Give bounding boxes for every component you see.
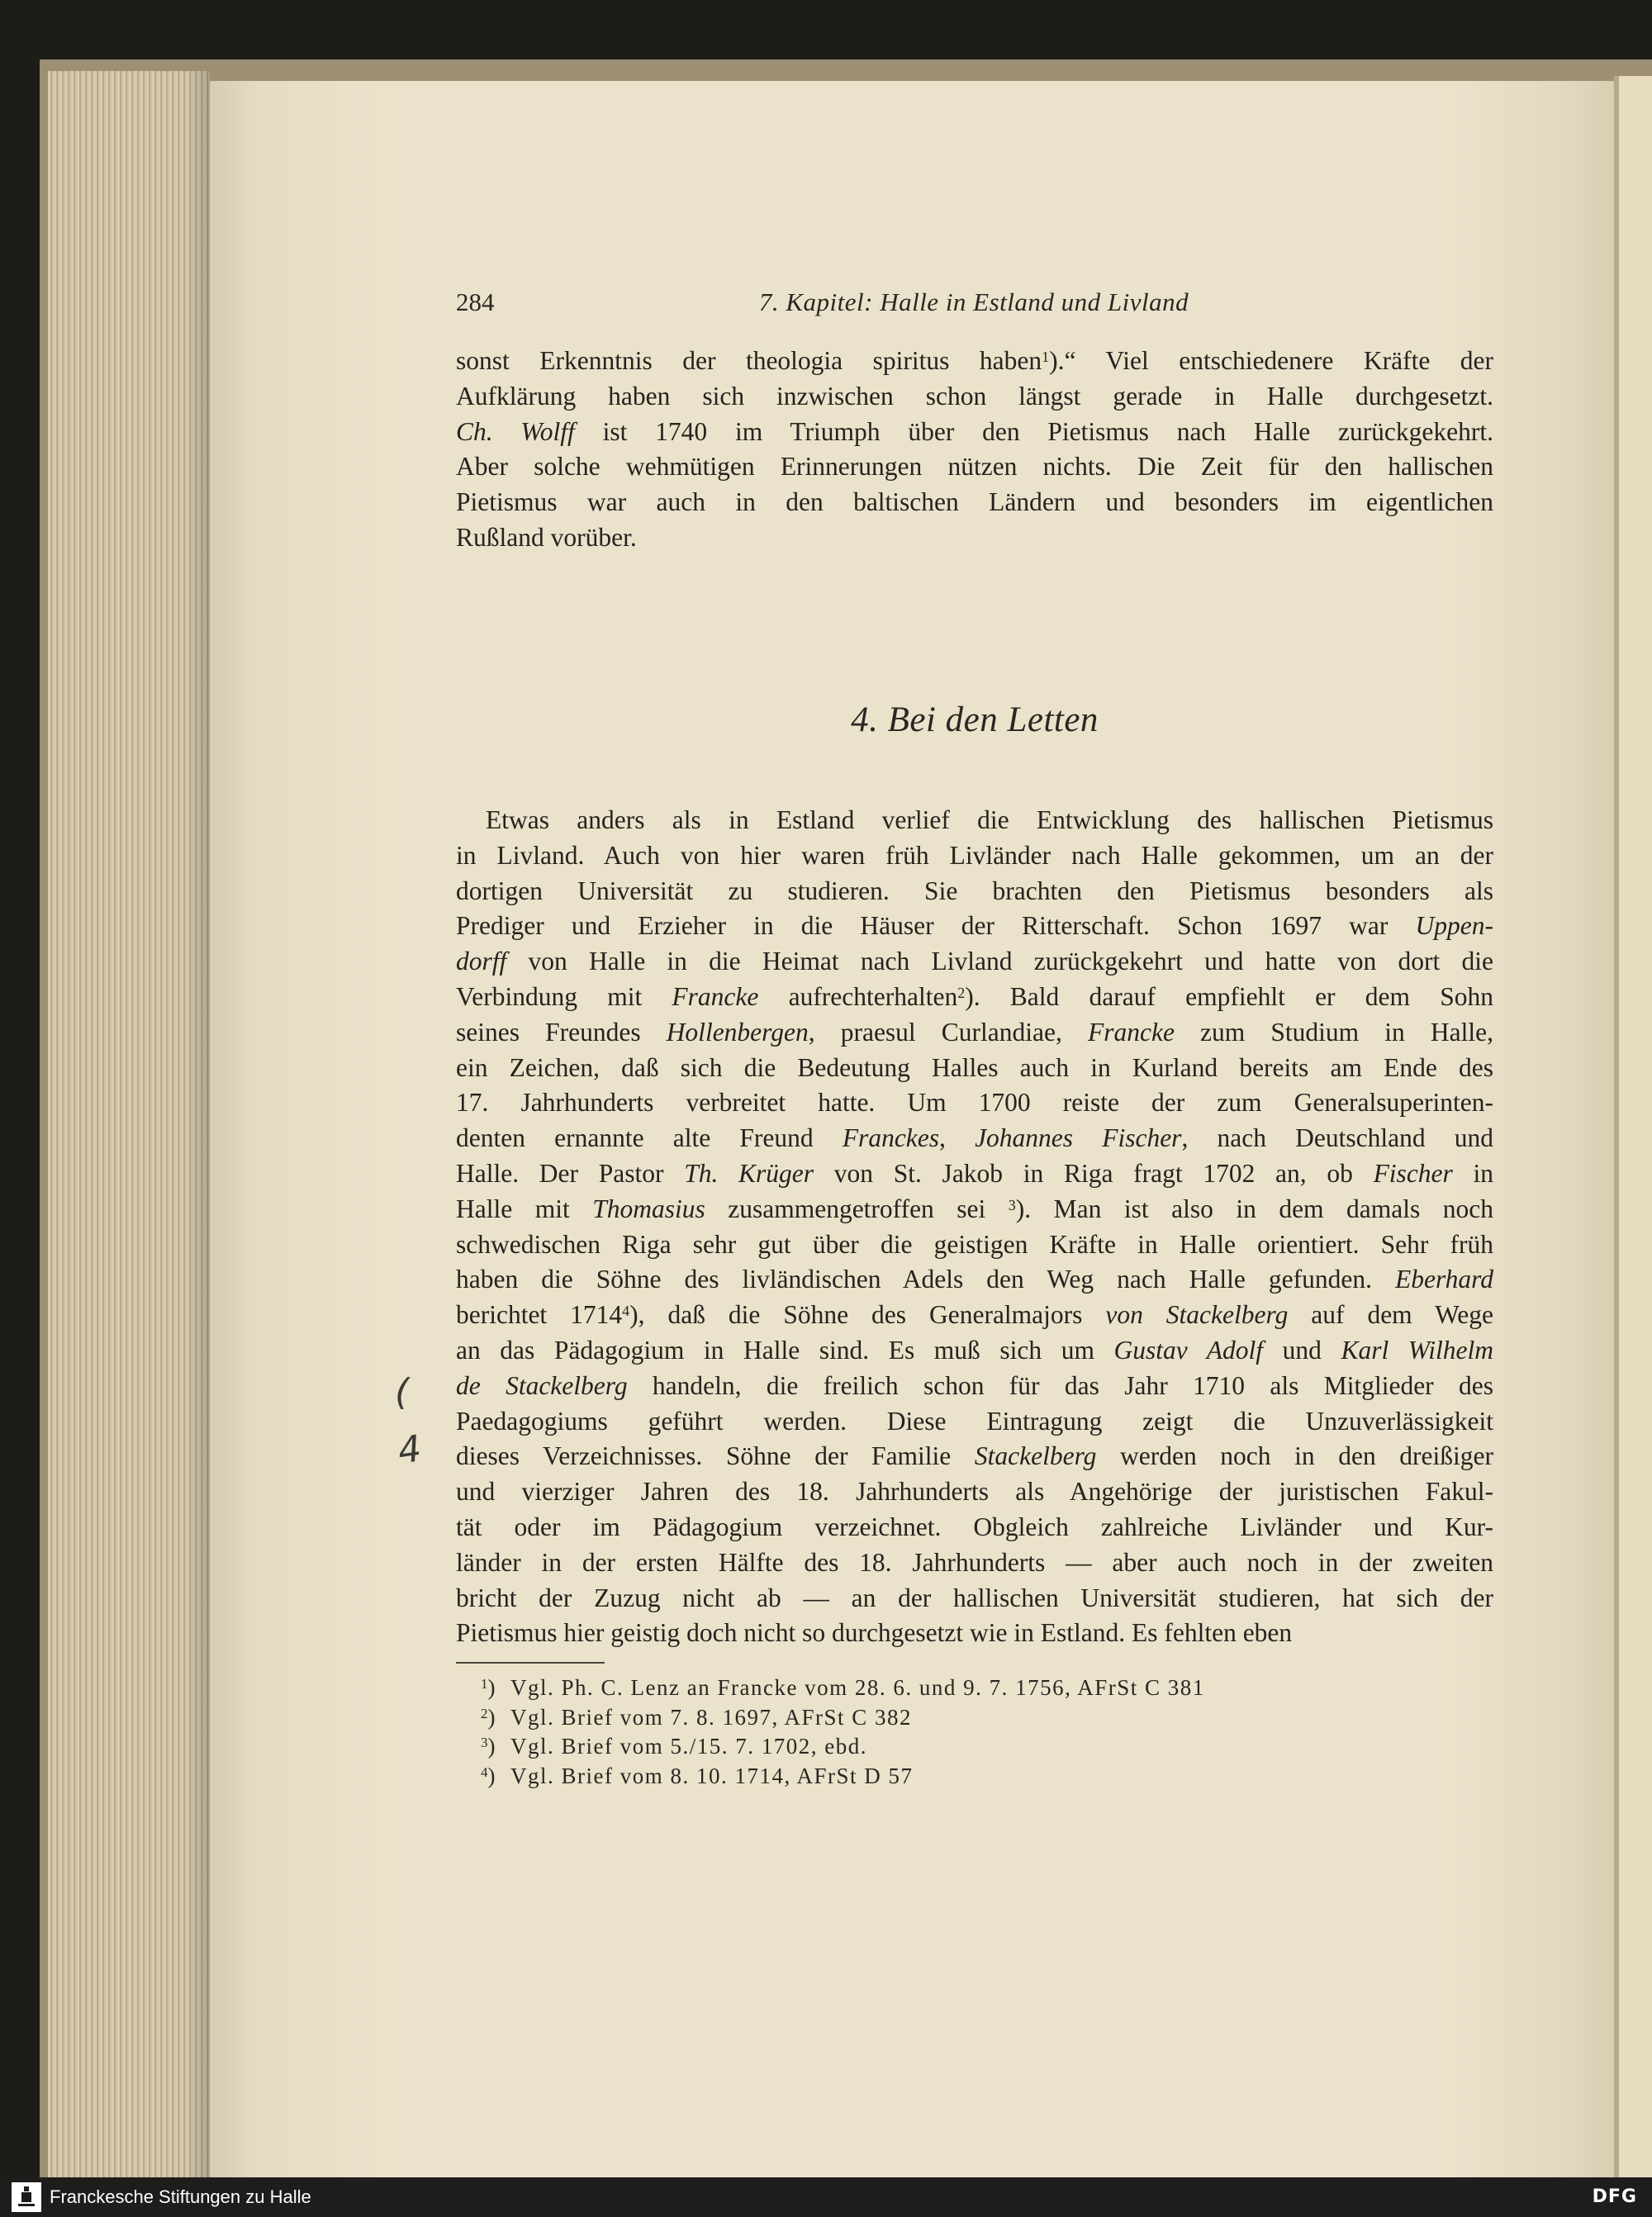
text-line	[456, 520, 1493, 556]
text-run: sonst Erkenntnis der theologia spiritus haben	[456, 346, 1042, 375]
text-run: ein Zeichen, daß sich die Bedeutung Halles auch in Kurland bereits am Ende des	[456, 1052, 1493, 1082]
text-run: Paedagogiums geführt werden. Diese Eintragung zeigt die Unzuverlässigkeit	[456, 1406, 1493, 1436]
text-run: 17. Jahrhunderts verbreitet hatte. Um 1700 reiste der zum Generalsuperinten-	[456, 1088, 1493, 1118]
text-run: von Halle in die Heimat nach Livland zurückgekehrt und hatte von dort die	[506, 947, 1493, 976]
footnote-1	[456, 1673, 1493, 1703]
text-run: Rußland vorüber.	[456, 522, 637, 552]
footnote-4	[456, 1762, 1493, 1792]
italic-name: von Stackelberg	[1105, 1300, 1289, 1330]
text-run: und	[1263, 1335, 1341, 1365]
italic-name: Hollenbergen	[666, 1017, 809, 1047]
margin-bracket-mark: (	[395, 1371, 410, 1413]
text-run: ), daß die Söhne des Generalmajors	[629, 1300, 1106, 1330]
text-run: Pietismus war auch in den baltischen Ländern und besonders im eigentlichen	[456, 487, 1493, 517]
footnote-marker: $^1$)	[481, 1675, 496, 1700]
text-run: Prediger und Erzieher in die Häuser der Ritterschaft. Schon 1697 war	[456, 911, 1416, 941]
text-run: , praesul Curlandiae,	[808, 1017, 1088, 1047]
running-head	[456, 284, 1492, 320]
text-run: aufrechterhalten	[758, 981, 958, 1011]
footnote-2	[456, 1703, 1493, 1733]
italic-name: de Stackelberg	[456, 1370, 628, 1400]
text-line	[456, 1051, 1493, 1086]
footnote-text: Vgl. Brief vom 7. 8. 1697, AFrSt C 382	[510, 1704, 913, 1730]
text-run: ). Bald darauf empfiehlt er dem Sohn	[965, 981, 1493, 1011]
page-number: 284	[456, 287, 495, 316]
section-heading: 4. Bei den Letten	[851, 700, 1099, 739]
text-run: Aufklärung haben sich inzwischen schon längst gerade in Halle durchgesetzt.	[456, 381, 1493, 411]
italic-name: Uppen-	[1415, 911, 1493, 941]
footnote-number: 2	[481, 1705, 488, 1721]
text-line	[456, 449, 1493, 485]
footnote-number: 4	[481, 1764, 488, 1780]
italic-name: Francke	[1087, 1017, 1175, 1047]
text-run: dortigen Universität zu studieren. Sie brachten den Pietismus besonders als	[456, 876, 1493, 905]
text-run: berichtet 1714	[456, 1300, 623, 1330]
paragraph-body	[456, 803, 1493, 1651]
text-line	[456, 1298, 1493, 1333]
text-run: handeln, die freilich schon für das Jahr 1710 als Mitglieder des	[627, 1370, 1494, 1400]
text-run: Halle mit	[456, 1194, 593, 1223]
text-line	[456, 803, 1493, 838]
footnote-text: Vgl. Brief vom 5./15. 7. 1702, ebd.	[510, 1734, 867, 1759]
text-run: ). Man ist also in dem damals noch	[1015, 1194, 1493, 1223]
text-run: schwedischen Riga sehr gut über die geistigen Kräfte in Halle orientiert. Sehr früh	[456, 1229, 1493, 1259]
text-line	[456, 1333, 1493, 1369]
footnote-number: 3	[481, 1735, 488, 1750]
text-line	[456, 1085, 1493, 1121]
text-line	[456, 1121, 1493, 1156]
text-line	[456, 874, 1493, 909]
dfg-badge: DFG	[1592, 2186, 1637, 2207]
text-line	[456, 1616, 1493, 1651]
text-line	[456, 485, 1493, 520]
text-line	[456, 909, 1493, 944]
footnote-ref: 2	[957, 984, 966, 1001]
text-run: und vierziger Jahren des 18. Jahrhunderts als Angehörige der juristischen Fakul-	[456, 1477, 1493, 1507]
footnote-text: Vgl. Brief vom 8. 10. 1714, AFrSt D 57	[510, 1763, 914, 1788]
text-line	[456, 1404, 1493, 1440]
italic-name: Ch. Wolff	[456, 416, 575, 446]
footer-bar	[0, 2177, 1652, 2217]
text-run: an das Pädagogium in Halle sind. Es muß sich um	[456, 1335, 1114, 1365]
text-run: werden noch in den dreißiger	[1096, 1441, 1493, 1471]
text-line	[456, 980, 1493, 1015]
italic-name: Th. Krüger	[684, 1158, 814, 1188]
footnote-ref: 1	[1042, 349, 1050, 365]
text-run: , nach Deutschland und	[1181, 1123, 1494, 1153]
text-line	[456, 1369, 1493, 1404]
italic-name: Francke	[672, 981, 759, 1011]
text-line	[456, 1474, 1493, 1510]
footnotes	[456, 1673, 1493, 1791]
footer-institution-label: Franckesche Stiftungen zu Halle	[50, 2186, 311, 2207]
footnote-marker: $^2$)	[481, 1704, 496, 1730]
text-line	[456, 1015, 1493, 1051]
chapter-running-title: 7. Kapitel: Halle in Estland und Livland	[758, 287, 1189, 316]
text-run: länder in der ersten Hälfte des 18. Jahrhunderts — aber auch noch in der zweiten	[456, 1547, 1493, 1577]
text-line	[456, 1262, 1493, 1298]
italic-name: Fischer	[1373, 1158, 1453, 1188]
facing-page-edge	[1614, 76, 1652, 2177]
text-run: in	[1452, 1158, 1494, 1188]
text-line	[456, 1510, 1493, 1545]
text-line	[456, 415, 1493, 450]
text-run: seines Freundes	[456, 1017, 667, 1047]
text-run: haben die Söhne des livländischen Adels den Weg nach Halle gefunden.	[456, 1265, 1395, 1294]
margin-number-mark: 4	[395, 1427, 425, 1473]
text-run: zusammengetroffen sei	[705, 1194, 1009, 1223]
book-page-edges	[48, 71, 210, 2177]
text-run: Halle. Der Pastor	[456, 1158, 685, 1188]
footnote-ref: 4	[622, 1303, 630, 1320]
institution-logo-icon	[12, 2182, 41, 2212]
text-line	[456, 379, 1493, 415]
italic-name: dorff	[456, 947, 507, 976]
text-run: zum Studium in Halle,	[1174, 1017, 1493, 1047]
text-line	[456, 1227, 1493, 1263]
text-run: ,	[939, 1123, 976, 1153]
paragraph-intro	[456, 344, 1493, 556]
italic-name: Franckes	[842, 1123, 940, 1153]
text-run: ist 1740 im Triumph über den Pietismus nach Halle zurückgekehrt.	[574, 416, 1493, 446]
italic-name: Karl Wilhelm	[1341, 1335, 1494, 1365]
italic-name: Thomasius	[592, 1194, 705, 1223]
text-line	[456, 344, 1493, 379]
text-run: Pietismus hier geistig doch nicht so durchgesetzt wie in Estland. Es fehlten eben	[456, 1618, 1293, 1648]
text-line	[456, 838, 1493, 874]
text-line	[456, 1192, 1493, 1227]
text-run: tät oder im Pädagogium verzeichnet. Obgleich zahlreiche Livländer und Kur-	[456, 1512, 1493, 1541]
text-run: Aber solche wehmütigen Erinnerungen nützen nichts. Die Zeit für den hallischen	[456, 452, 1493, 482]
text-run: in Livland. Auch von hier waren früh Livländer nach Halle gekommen, um an der	[456, 840, 1493, 870]
footnote-ref: 3	[1008, 1196, 1016, 1213]
footnote-rule	[456, 1662, 605, 1664]
text-run: bricht der Zuzug nicht ab — an der hallischen Universität studieren, hat sich der	[456, 1583, 1493, 1612]
footnote-number: 1	[481, 1676, 488, 1692]
footnote-marker: $^3$)	[481, 1734, 496, 1759]
text-run: dieses Verzeichnisses. Söhne der Familie	[456, 1441, 975, 1471]
text-run: denten ernannte alte Freund	[456, 1123, 843, 1153]
text-line	[456, 1581, 1493, 1616]
italic-name: Stackelberg	[974, 1441, 1097, 1471]
footnote-text: Vgl. Ph. C. Lenz an Francke vom 28. 6. und 9. 7. 1756, AFrSt C 381	[510, 1675, 1205, 1700]
text-line	[456, 1156, 1493, 1192]
italic-name: Gustav Adolf	[1113, 1335, 1264, 1365]
text-run: von St. Jakob in Riga fragt 1702 an, ob	[814, 1158, 1374, 1188]
footnote-3	[456, 1732, 1493, 1762]
text-run: auf dem Wege	[1288, 1300, 1493, 1330]
italic-name: Johannes Fischer	[975, 1123, 1182, 1153]
text-run: Etwas anders als in Estland verlief die Entwicklung des hallischen Pietismus	[486, 805, 1493, 834]
italic-name: Eberhard	[1394, 1265, 1493, 1294]
text-line	[456, 1439, 1493, 1474]
text-line	[456, 944, 1493, 980]
text-run: Verbindung mit	[456, 981, 672, 1011]
footnote-marker: $^4$)	[481, 1763, 496, 1788]
text-line	[456, 1545, 1493, 1581]
text-run: ).“ Viel entschiedenere Kräfte der	[1049, 346, 1494, 375]
